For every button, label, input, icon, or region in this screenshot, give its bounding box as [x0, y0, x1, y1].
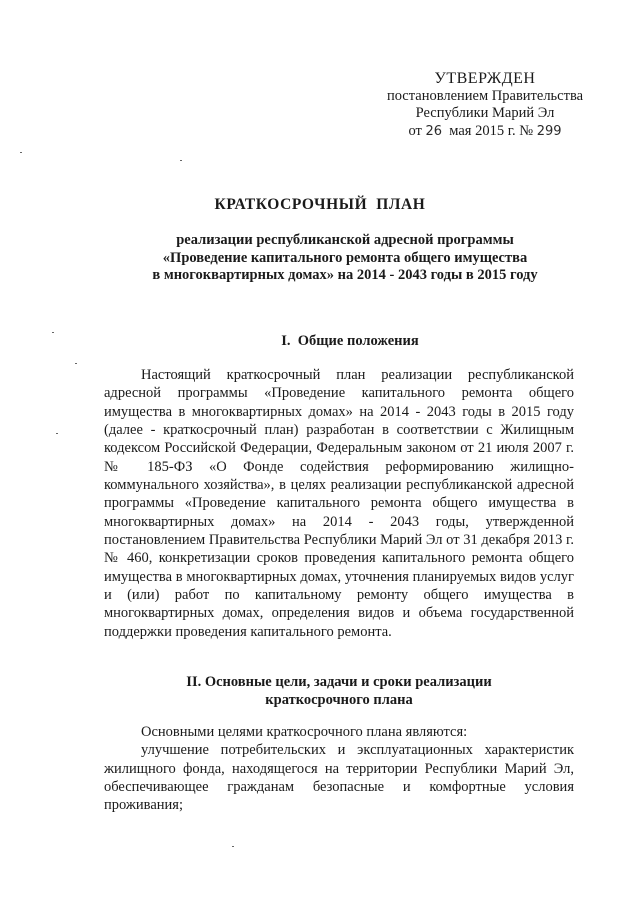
section-2-item-1: улучшение потребительских и эксплуатационных характеристик жилищного фонда, находящегося на территории Республики Марий Эл, обеспечивающее гражданам безопасные и комфортные условия проживания;: [104, 742, 574, 814]
approval-date-prefix: от: [408, 122, 422, 139]
subtitle-line-3: в многоквартирных домах» на 2014 - 2043 годы в 2015 году: [152, 267, 538, 283]
section-2-body: [104, 723, 574, 814]
scan-speck: [232, 846, 234, 847]
approval-date: [350, 123, 620, 141]
scan-speck: [180, 160, 182, 161]
approval-heading: УТВЕРЖДЕН: [434, 70, 536, 87]
approval-date-middle: мая 2015 г. №: [449, 122, 534, 139]
section-2-intro: Основными целями краткосрочного плана являются:: [141, 724, 468, 740]
approval-line-1: постановлением Правительства: [386, 87, 584, 104]
scan-speck: [56, 433, 58, 434]
section-2-heading-line-2: краткосрочного плана: [265, 692, 413, 708]
approval-number: 299: [536, 123, 562, 139]
approval-day: 26: [425, 123, 443, 139]
section-1-heading: I. Общие положения: [281, 333, 419, 349]
document-subtitle: [110, 232, 580, 285]
document-title: КРАТКОСРОЧНЫЙ ПЛАН: [214, 196, 426, 213]
scan-speck: [52, 332, 54, 333]
scan-speck: [20, 152, 22, 153]
scan-speck: [75, 363, 77, 364]
subtitle-line-2: «Проведение капитального ремонта общего имущества: [162, 249, 528, 266]
approval-stamp: [350, 70, 620, 140]
subtitle-line-1: реализации республиканской адресной программы: [176, 232, 514, 248]
approval-line-2: Республики Марий Эл: [415, 105, 555, 121]
section-2-heading-line-1: II. Основные цели, задачи и сроки реализации: [186, 674, 492, 690]
section-1-paragraph: Настоящий краткосрочный план реализации республиканской адресной программы «Проведение капитального ремонта общего имущества в многоквартирных домах» на 2014 - 2043 годы в 2015 году (далее - краткосрочный план) разработан в соответствии с Жилищным кодексом Российской Федерации, Федеральным законом от 21 июля 2007 г. № 185-ФЗ «О Фонде содействия реформированию жилищно-коммунального хозяйства», в целях реализации республиканской адресной программы «Проведение капитального ремонта общего имущества в многоквартирных домах» на 2014 - 2043 годы, утвержденной постановлением Правительства Республики Марий Эл от 31 декабря 2013 г. № 460, конкретизации сроков проведения капитального ремонта общего имущества в многоквартирных домах, уточнения планируемых видов услуг и (или) работ по капитальному ремонту общего имущества в многоквартирных домах, определения видов и объема государственной поддержки проведения капитального ремонта.: [104, 367, 574, 640]
section-2-heading: [104, 673, 574, 709]
